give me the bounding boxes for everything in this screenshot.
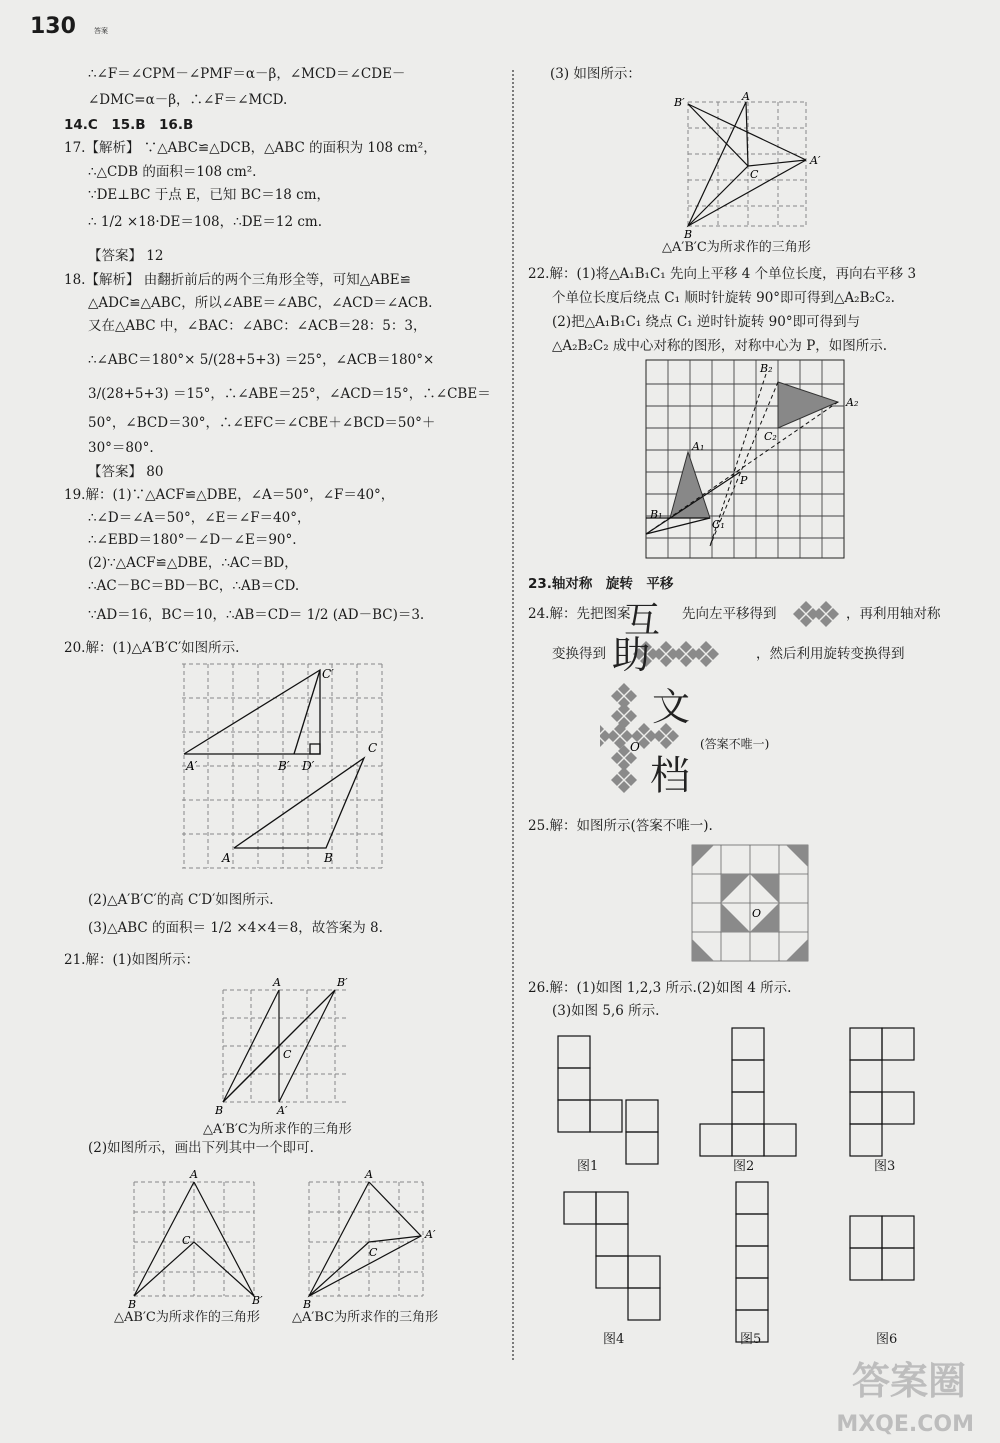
label-Bp: B′ bbox=[278, 759, 290, 773]
label-Ap: A′ bbox=[425, 1228, 436, 1241]
label-O: O bbox=[752, 907, 762, 920]
left-line: 20.解：(1)△A′B′C′如图所示. bbox=[64, 640, 240, 656]
left-line: (3)△ABC 的面积＝ 1/2 ×4×4＝8，故答案为 8. bbox=[88, 920, 383, 936]
net-square bbox=[882, 1216, 914, 1248]
left-line: ∵AD＝16，BC＝10，∴AB＝CD＝ 1/2 (AD－BC)＝3. bbox=[88, 607, 425, 623]
watermark-logo: 答案圈 bbox=[851, 1359, 966, 1403]
caption-fig21: △A′B′C为所求作的三角形 bbox=[203, 1122, 352, 1137]
figure-21-1 bbox=[215, 972, 355, 1122]
label-C: C bbox=[369, 1246, 378, 1259]
left-line: ∠DMC=α－β，∴∠F＝∠MCD. bbox=[88, 92, 288, 108]
net-square bbox=[628, 1256, 660, 1288]
figure-20 bbox=[182, 662, 392, 874]
net-square bbox=[626, 1100, 658, 1132]
figure-25 bbox=[690, 843, 814, 967]
net-square bbox=[736, 1278, 768, 1310]
net-square bbox=[732, 1124, 764, 1156]
fig-label-2: 图2 bbox=[733, 1159, 755, 1174]
left-line: ∴∠EBD＝180°－∠D－∠E＝90°. bbox=[88, 532, 297, 548]
label-O: O bbox=[630, 740, 640, 754]
label-P: P bbox=[740, 474, 748, 487]
label-Bp: B′ bbox=[337, 976, 348, 989]
net-square bbox=[850, 1248, 882, 1280]
net-square bbox=[850, 1092, 882, 1124]
right-line: 26.解：(1)如图 1,2,3 所示.(2)如图 4 所示. bbox=[528, 980, 792, 996]
figure-21-3 bbox=[670, 90, 840, 240]
label-A: A bbox=[365, 1168, 373, 1181]
net-square bbox=[850, 1124, 882, 1156]
right-line: △A₂B₂C₂ 成中心对称的图形，对称中心为 P，如图所示. bbox=[552, 338, 888, 354]
right-line: 个单位长度后绕点 C₁ 顺时针旋转 90°即可得到△A₂B₂C₂. bbox=[552, 290, 895, 306]
left-line: 50°，∠BCD＝30°，∴∠EFC＝∠CBE＋∠BCD＝50°＋ bbox=[88, 415, 436, 431]
left-line: 17.【解析】 ∵△ABC≌△DCB，△ABC 的面积为 108 cm²， bbox=[64, 140, 437, 156]
left-line: 21.解：(1)如图所示： bbox=[64, 952, 200, 968]
right-line: 25.解：如图所示(答案不唯一). bbox=[528, 818, 713, 834]
left-line: (2)△A′B′C′的高 C′D′如图所示. bbox=[88, 892, 274, 908]
left-line: 18.【解析】 由翻折前后的两个三角形全等，可知△ABE≌ bbox=[64, 272, 411, 288]
left-line: (2)如图所示，画出下列其中一个即可. bbox=[88, 1140, 314, 1156]
net-square bbox=[700, 1124, 732, 1156]
label-A1: A₁ bbox=[692, 440, 705, 453]
fig-label-4: 图4 bbox=[603, 1332, 625, 1347]
net-square bbox=[626, 1132, 658, 1164]
left-line: ∴∠ABC＝180°× 5/(28+5+3) ＝25°，∠ACB＝180°× bbox=[88, 352, 435, 368]
label-Bp: B′ bbox=[252, 1294, 263, 1307]
left-line: 【答案】 12 bbox=[88, 248, 164, 264]
page-number: 130 bbox=[30, 14, 76, 39]
watermark-url: MXQE.COM bbox=[836, 1412, 974, 1437]
label-C1: C₁ bbox=[712, 518, 725, 531]
label-B: B bbox=[324, 851, 333, 865]
right-line: (3)如图 5,6 所示. bbox=[552, 1003, 660, 1019]
label-C: C bbox=[283, 1048, 292, 1061]
label-B: B bbox=[215, 1104, 224, 1117]
net-square bbox=[736, 1182, 768, 1214]
label-C: C bbox=[750, 168, 759, 181]
left-line: △ADC≌△ABC，所以∠ABE＝∠ABC，∠ACD＝∠ACB. bbox=[88, 295, 433, 311]
label-B2: B₂ bbox=[760, 362, 773, 375]
net-square bbox=[558, 1068, 590, 1100]
left-line: ∴∠F＝∠CPM－∠PMF＝α－β，∠MCD＝∠CDE－ bbox=[88, 66, 406, 82]
right-line: 23.轴对称 旋转 平移 bbox=[528, 576, 674, 592]
label-Ap: A′ bbox=[277, 1104, 288, 1117]
left-line: ∵DE⊥BC 于点 E，已知 BC＝18 cm， bbox=[88, 187, 331, 203]
handwriting-4: 档 bbox=[650, 753, 690, 799]
label-A2: A₂ bbox=[846, 396, 859, 409]
left-line: ∴ 1/2 ×18·DE＝108，∴DE＝12 cm. bbox=[88, 214, 323, 230]
figure-21-2a bbox=[128, 1166, 268, 1311]
net-square bbox=[882, 1028, 914, 1060]
net-square bbox=[628, 1288, 660, 1320]
left-line: 3/(28+5+3) ＝15°，∴∠ABE＝25°，∠ACD＝15°，∴∠CBE＝ bbox=[88, 386, 491, 402]
left-line: ∴AC－BC＝BD－BC，∴AB＝CD. bbox=[88, 578, 300, 594]
net-square bbox=[596, 1224, 628, 1256]
right-line: (答案不唯一) bbox=[700, 737, 770, 751]
right-line: ，然后利用旋转变换得到 bbox=[756, 646, 905, 662]
label-A: A bbox=[742, 90, 750, 103]
left-line: ∴∠D＝∠A＝50°，∠E＝∠F＝40°， bbox=[88, 510, 311, 526]
left-line: 19.解：(1)∵△ACF≌△DBE，∠A＝50°，∠F＝40°， bbox=[64, 487, 395, 503]
page-label: 答案 bbox=[94, 27, 108, 35]
right-line: (3) 如图所示： bbox=[550, 66, 641, 82]
label-A: A bbox=[222, 851, 231, 865]
label-B1: B₁ bbox=[650, 508, 663, 521]
net-square bbox=[732, 1060, 764, 1092]
fig-label-5: 图5 bbox=[740, 1332, 762, 1347]
label-B: B bbox=[303, 1298, 312, 1311]
label-Bp: B′ bbox=[674, 96, 685, 109]
label-Cp: C′ bbox=[322, 667, 334, 681]
right-line: 24.解：先把图案 bbox=[528, 606, 631, 622]
label-C: C bbox=[368, 741, 378, 755]
net-square bbox=[764, 1124, 796, 1156]
label-B: B bbox=[128, 1298, 137, 1311]
left-line: 【答案】 80 bbox=[88, 464, 164, 480]
left-line: (2)∵△ACF≌△DBE，∴AC＝BD， bbox=[88, 555, 298, 571]
label-C: C bbox=[182, 1234, 191, 1247]
caption-fig21c: △A′B′C为所求作的三角形 bbox=[662, 240, 811, 255]
net-square bbox=[732, 1028, 764, 1060]
net-square bbox=[590, 1100, 622, 1132]
right-line: ，再利用轴对称 bbox=[846, 606, 941, 622]
right-line: 变换得到 bbox=[552, 646, 606, 662]
net-square bbox=[558, 1100, 590, 1132]
net-square bbox=[596, 1192, 628, 1224]
label-Ap: A′ bbox=[186, 759, 198, 773]
fig-label-6: 图6 bbox=[876, 1332, 898, 1347]
left-line: 30°＝80°. bbox=[88, 440, 154, 456]
left-line: 又在△ABC 中，∠BAC：∠ABC：∠ACB＝28：5：3， bbox=[88, 318, 427, 334]
net-square bbox=[882, 1248, 914, 1280]
label-A: A bbox=[273, 976, 281, 989]
left-line: ∴△CDB 的面积＝108 cm². bbox=[88, 164, 257, 180]
fig-label-3: 图3 bbox=[874, 1159, 896, 1174]
net-square bbox=[850, 1060, 882, 1092]
net-square bbox=[736, 1246, 768, 1278]
label-C2: C₂ bbox=[764, 430, 777, 443]
label-Dp: D′ bbox=[302, 759, 315, 773]
handwriting-1: 互 bbox=[624, 600, 661, 641]
left-line: 14.C 15.B 16.B bbox=[64, 117, 194, 133]
net-square bbox=[882, 1092, 914, 1124]
net-square bbox=[596, 1256, 628, 1288]
right-line: 22.解：(1)将△A₁B₁C₁ 先向上平移 4 个单位长度，再向右平移 3 bbox=[528, 266, 917, 282]
net-figures-26 bbox=[550, 1024, 990, 1354]
net-square bbox=[850, 1216, 882, 1248]
right-line: (2)把△A₁B₁C₁ 绕点 C₁ 逆时针旋转 90°即可得到与 bbox=[552, 314, 861, 330]
right-line: 先向左平移得到 bbox=[682, 606, 777, 622]
caption-fig21b: △A′BC为所求作的三角形 bbox=[292, 1310, 439, 1325]
caption-fig21a: △AB′C为所求作的三角形 bbox=[114, 1310, 260, 1325]
figure-21-2b bbox=[303, 1166, 453, 1311]
net-square bbox=[564, 1192, 596, 1224]
column-divider bbox=[512, 70, 514, 1360]
net-square bbox=[732, 1092, 764, 1124]
net-square bbox=[558, 1036, 590, 1068]
figure-22 bbox=[640, 356, 860, 566]
handwriting-3: 文 bbox=[652, 685, 691, 729]
label-Ap: A′ bbox=[810, 154, 821, 167]
net-square bbox=[736, 1214, 768, 1246]
net-square bbox=[850, 1028, 882, 1060]
handwriting-2: 助 bbox=[612, 633, 651, 677]
fig-label-1: 图1 bbox=[577, 1159, 599, 1174]
label-A: A bbox=[190, 1168, 198, 1181]
label-B: B bbox=[684, 228, 693, 240]
